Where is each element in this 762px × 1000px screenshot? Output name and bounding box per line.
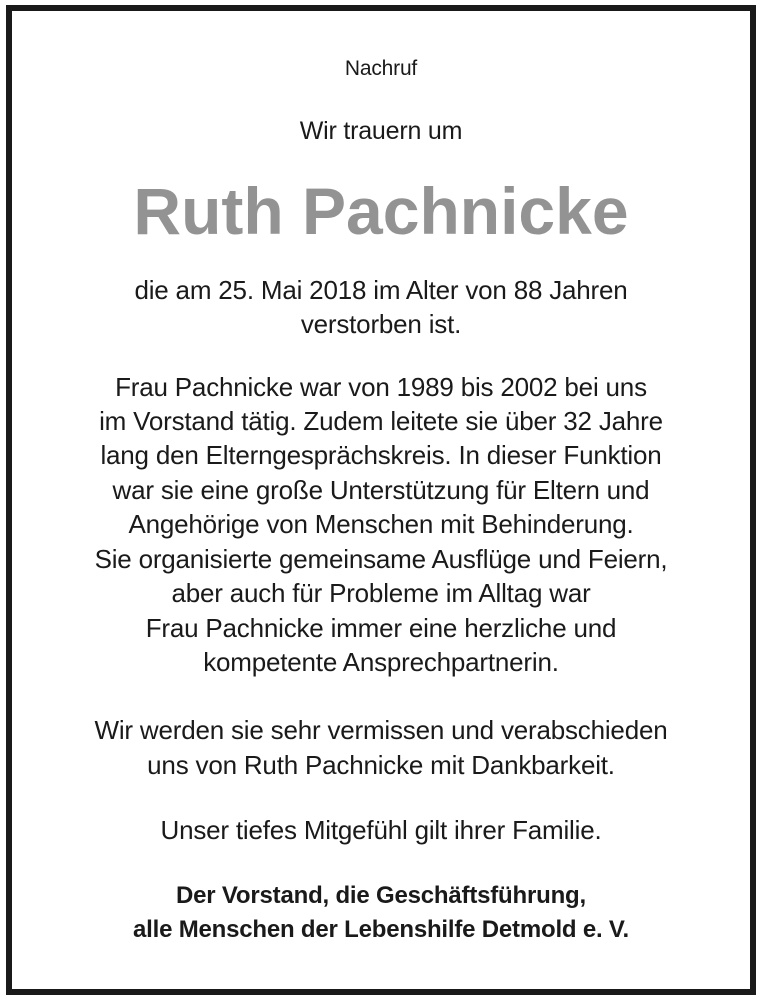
tribute-line-8: Frau Pachnicke immer eine herzliche und: [145, 613, 617, 643]
death-line-1: die am 25. Mai 2018 im Alter von 88 Jahren: [134, 275, 628, 305]
tribute-line-5: Angehörige von Menschen mit Behinderung.: [128, 509, 634, 539]
farewell-line-2: uns von Ruth Pachnicke mit Dankbarkeit.: [147, 750, 615, 780]
death-line-2: verstorben ist.: [300, 309, 462, 339]
condolence-text: Unser tiefes Mitgefühl gilt ihrer Familie.: [160, 815, 602, 845]
tribute-line-7: aber auch für Probleme im Alltag war: [171, 578, 591, 608]
tribute-line-3: lang den Elterngesprächskreis. In dieser Funktion: [100, 440, 662, 470]
intro-text: Wir trauern um: [299, 117, 463, 145]
tribute-line-6: Sie organisierte gemeinsame Ausflüge und Feiern,: [94, 544, 668, 574]
tribute-line-2: im Vorstand tätig. Zudem leitete sie über 32 Jahre: [99, 406, 663, 436]
signature-line-1: Der Vorstand, die Geschäftsführung,: [176, 882, 586, 909]
notice-heading: Nachruf: [344, 57, 418, 80]
deceased-name: Ruth Pachnicke: [133, 174, 629, 248]
tribute-line-4: war sie eine große Unterstützung für Eltern und: [112, 475, 650, 505]
tribute-line-9: kompetente Ansprechpartnerin.: [203, 647, 559, 677]
farewell-line-1: Wir werden sie sehr vermissen und verabschieden: [94, 715, 668, 745]
tribute-line-1: Frau Pachnicke war von 1989 bis 2002 bei uns: [115, 372, 647, 402]
signature-line-2: alle Menschen der Lebenshilfe Detmold e. V.: [133, 916, 629, 943]
